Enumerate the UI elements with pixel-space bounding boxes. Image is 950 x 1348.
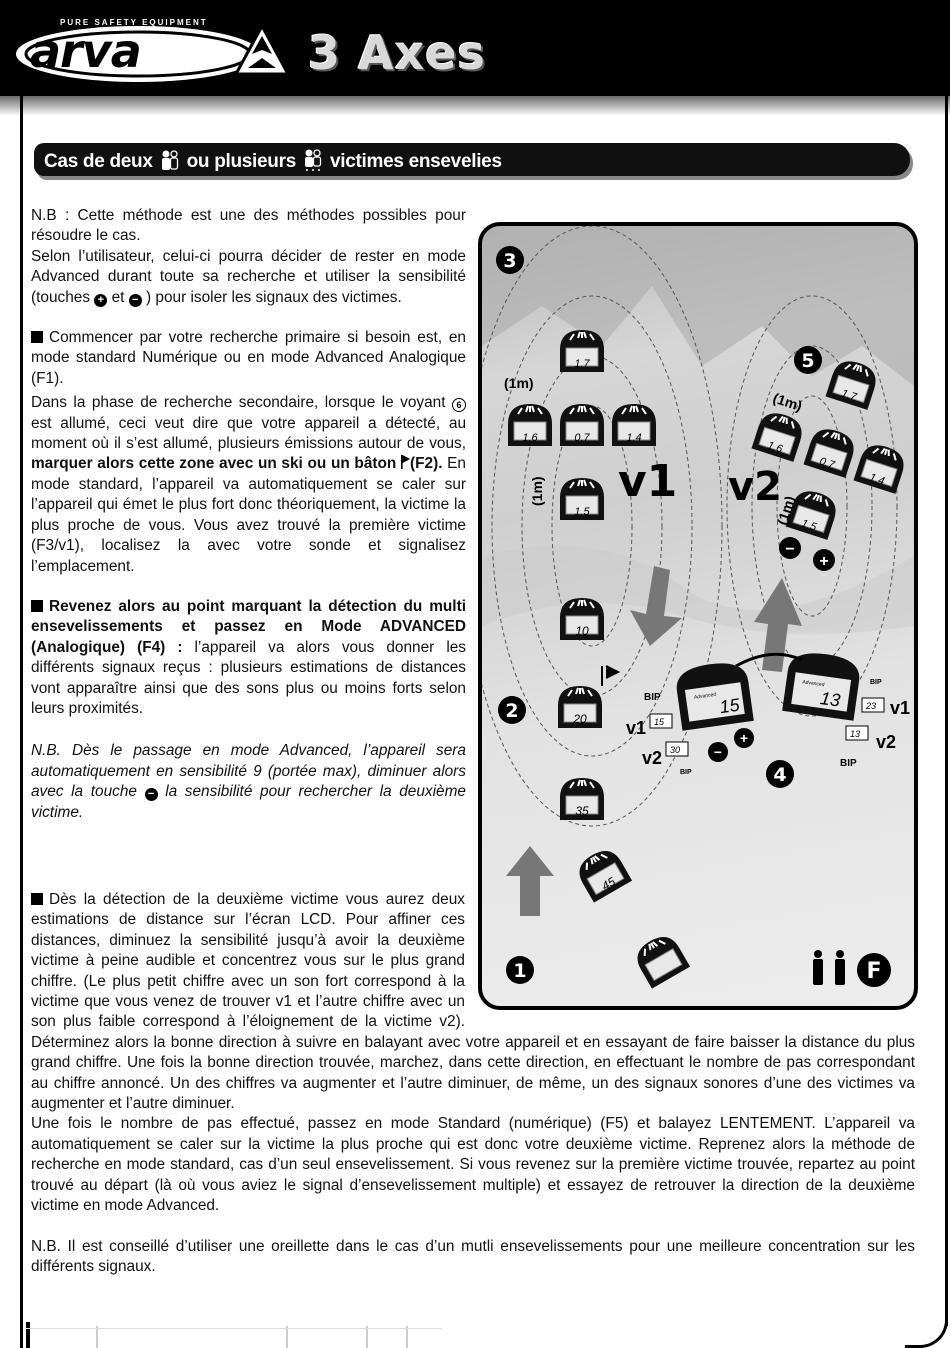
page-frame-right bbox=[945, 96, 948, 1326]
svg-text:+: + bbox=[739, 730, 749, 746]
minus-key-icon: − bbox=[145, 788, 158, 801]
two-persons-icon bbox=[813, 950, 845, 985]
fine-search-cross-v1 bbox=[504, 330, 677, 520]
section-heading-bar bbox=[34, 143, 910, 176]
beep-label: BIP bbox=[680, 769, 692, 776]
step-2-badge bbox=[498, 696, 526, 724]
step-5-badge bbox=[794, 346, 822, 374]
device-readout: 1,4 bbox=[626, 432, 642, 444]
section-title-part1: Cas de deux bbox=[44, 151, 153, 172]
logo-wordmark: arva bbox=[30, 24, 141, 78]
device-readout: 30 bbox=[670, 745, 681, 755]
paragraph-secondary-search bbox=[31, 393, 466, 577]
svg-text:3: 3 bbox=[503, 250, 517, 272]
device-readout: 1,7 bbox=[574, 358, 590, 370]
advanced-mode-label: Advanced bbox=[693, 691, 717, 701]
device-readout: 20 bbox=[573, 712, 587, 726]
text-bold: Revenez alors au point marquant la détection du multi ensevelissements et passez en Mode ADVANCED (Analogique) (F4) : bbox=[31, 597, 466, 656]
text-bold: marquer alors cette zone avec un ski ou un bâton bbox=[31, 455, 397, 473]
text-span: Commencer par votre recherche primaire si besoin est, en mode standard Numérique ou en mode Advanced Analogique (F1). bbox=[31, 329, 466, 387]
text-span: Selon l’utilisateur, celui-ci pourra décider de rester en mode Advanced durant toute sa recherche et utiliser la sensibilité (touches bbox=[31, 247, 466, 306]
svg-text:1: 1 bbox=[513, 960, 527, 982]
footer-crop-marks bbox=[26, 1322, 446, 1348]
svg-text:4: 4 bbox=[773, 764, 787, 786]
paragraph-primary-search bbox=[31, 328, 466, 389]
device-readout: 13 bbox=[818, 687, 842, 711]
device-readout: 10 bbox=[575, 624, 589, 638]
product-title: 3 Axes bbox=[308, 26, 486, 80]
search-diagram bbox=[478, 222, 918, 1010]
device-readout: 1,4 bbox=[867, 471, 887, 488]
svg-text:5: 5 bbox=[801, 350, 815, 372]
text-span: Dans la phase de recherche secondaire, lorsque le voyant bbox=[31, 394, 446, 412]
text-span: l’appareil va alors vous donner les différents signaux reçus : plusieurs estimations de distances vont apparaître ainsi que des sons plus ou moins forts selon leurs proximités. bbox=[31, 638, 466, 717]
section-title-part2: ou plusieurs bbox=[186, 151, 296, 172]
indicator-six-icon: 6 bbox=[452, 398, 466, 412]
section-title bbox=[44, 149, 502, 173]
victim-2-label: v2 bbox=[728, 464, 782, 510]
paragraph-user-choice bbox=[31, 247, 466, 308]
device-readout: 15 bbox=[718, 694, 741, 718]
device-readout: 45 bbox=[599, 874, 618, 894]
device-readout: 13 bbox=[850, 729, 861, 739]
text-span: la sensibilité pour rechercher la deuxième victime. bbox=[31, 783, 466, 821]
victim-1-label: v1 bbox=[618, 456, 678, 507]
victim-1-label: v1 bbox=[626, 718, 647, 738]
victim-1-label: v1 bbox=[890, 698, 911, 718]
paragraph-standard-mode: Une fois le nombre de pas effectué, passez en mode Standard (numérique) (F5) et balayez LENTEMENT. L’appareil va automatiquement se caler sur la victime la plus proche qui est donc votre deuxième victime. Reprenez alors la méthode de recherche en mode standard, cas d’un seul ensevelissement. Si vous revenez sur la première victime trouvée, repartez au point trouvé au départ (là où vous aviez le signal d’ensevelissement multiple) et essayez de retrouver la direction de la deuxième victime en mode Advanced. bbox=[31, 1115, 915, 1215]
path-devices bbox=[558, 598, 690, 989]
logo-tagline: PURE SAFETY EQUIPMENT bbox=[60, 18, 208, 27]
svg-text:F: F bbox=[866, 959, 882, 984]
svg-text:2: 2 bbox=[505, 700, 519, 722]
square-bullet-icon bbox=[31, 331, 43, 343]
device-readout: 0,7 bbox=[817, 455, 837, 472]
text-span: est allumé, ceci veut dire que votre appareil a détecté, au moment où il s’est allumé, plusieurs émissions autour de vous, bbox=[31, 414, 466, 453]
plus-key-icon: + bbox=[94, 294, 107, 307]
one-person-icon bbox=[160, 149, 180, 171]
device-readout: 35 bbox=[575, 804, 589, 818]
several-persons-icon bbox=[303, 149, 323, 171]
victim-2-label: v2 bbox=[642, 748, 663, 768]
up-arrow-icon bbox=[506, 846, 554, 916]
square-bullet-icon bbox=[31, 893, 43, 905]
minus-button-icon bbox=[708, 742, 728, 762]
page-frame-corner bbox=[905, 1320, 948, 1348]
one-meter-label: (1m) bbox=[771, 389, 805, 414]
plus-button-icon bbox=[813, 549, 835, 571]
fine-search-cross-v2 bbox=[728, 356, 908, 571]
svg-text:+: + bbox=[819, 553, 829, 570]
paragraph-nb-method: N.B : Cette méthode est une des méthodes possibles pour résoudre le cas. bbox=[31, 207, 466, 245]
text-span: ) pour isoler les signaux des victimes. bbox=[146, 288, 402, 306]
beep-label: BIP bbox=[870, 679, 882, 686]
victim-2-label: v2 bbox=[876, 732, 897, 752]
device-readout: 1,6 bbox=[522, 432, 538, 444]
device-readout: 15 bbox=[654, 717, 665, 727]
device-readout: 1,6 bbox=[765, 439, 785, 456]
paragraph-nb-sensitivity bbox=[31, 741, 466, 823]
device-readout: 23 bbox=[866, 701, 877, 711]
text-column bbox=[31, 206, 466, 823]
text-span: Dès la détection de la deuxième victime vous aurez deux estimations de distance sur l’écran LCD. Pour affiner ces distances, diminuez la sensibilité jusqu’à avoir la deuxième victime à peine audible et concentrez vous sur le plus grand chiffre. (Le plus petit chiffre avec un son fort correspond à la victime que vous venez de trouver v1 et l’autre chiffre avec un son plus faible correspond à l’éloignement de la victime v2). Déterminez alors la bonne direction à suivre en balayant avec votre appareil et en essayant de faire baisser la distance du plus grand chiffre. Une fois la bonne direction trouvée, marchez, dans cette direction, en effectuant le nombre de pas correspondant au chiffre annoncé. Un des chiffres va augmenter et l’autre diminuer, de même, un des signaux sonores d’une des victimes va augmenter et l’autre diminuer. bbox=[31, 891, 915, 1113]
flag-marker-icon bbox=[602, 666, 618, 686]
beep-label: BIP bbox=[644, 692, 661, 703]
minus-button-icon bbox=[779, 537, 801, 559]
minus-key-icon: − bbox=[129, 294, 142, 307]
device-readout: 0,7 bbox=[574, 432, 590, 444]
plus-button-icon bbox=[734, 728, 754, 748]
device-readout: 1,5 bbox=[574, 506, 590, 518]
text-span: En mode standard, l’appareil va automatiquement se caler sur l’appareil qui émet le plus fort donc théoriquement, la victime la plus proche de vous. Vous avez trouvé la première victime (F3/v1), localisez la avec votre sonde et signalisez l’emplacement. bbox=[31, 455, 466, 575]
text-span: et bbox=[111, 288, 125, 306]
device-readout: 1,7 bbox=[839, 387, 859, 404]
one-meter-label: (1m) bbox=[504, 375, 534, 391]
svg-text:−: − bbox=[713, 744, 723, 760]
paragraph-earpiece-tip: N.B. Il est conseillé d’utiliser une oreillette dans le cas d’un mutli ensevelissements pour une meilleure concentration sur les différents signaux. bbox=[31, 1237, 915, 1275]
text-bold: (F2). bbox=[409, 455, 443, 473]
one-meter-label: (1m) bbox=[529, 476, 545, 506]
advanced-mode-label: Advanced bbox=[801, 679, 825, 689]
device-readout: 1,5 bbox=[799, 517, 819, 534]
step-1-badge bbox=[506, 956, 534, 984]
text-span: N.B. Dès le passage en mode Advanced, l’appareil sera automatiquement en sensibilité 9 (portée max), diminuer alors avec la touche bbox=[31, 742, 466, 801]
beep-label: BIP bbox=[840, 758, 857, 769]
figure-f-badge bbox=[857, 953, 891, 987]
section-title-part3: victimes ensevelies bbox=[329, 151, 502, 172]
diagram-svg bbox=[482, 226, 914, 1006]
step-4-badge bbox=[766, 760, 794, 788]
step-3-badge bbox=[496, 246, 524, 274]
header-shadow bbox=[0, 96, 950, 116]
one-meter-label: (1m) bbox=[773, 493, 798, 527]
paragraph-advanced-mode bbox=[31, 597, 466, 719]
page-frame-left bbox=[20, 96, 23, 1348]
flag-marker-icon bbox=[401, 455, 410, 469]
svg-text:−: − bbox=[785, 541, 795, 558]
square-bullet-icon bbox=[31, 600, 43, 612]
